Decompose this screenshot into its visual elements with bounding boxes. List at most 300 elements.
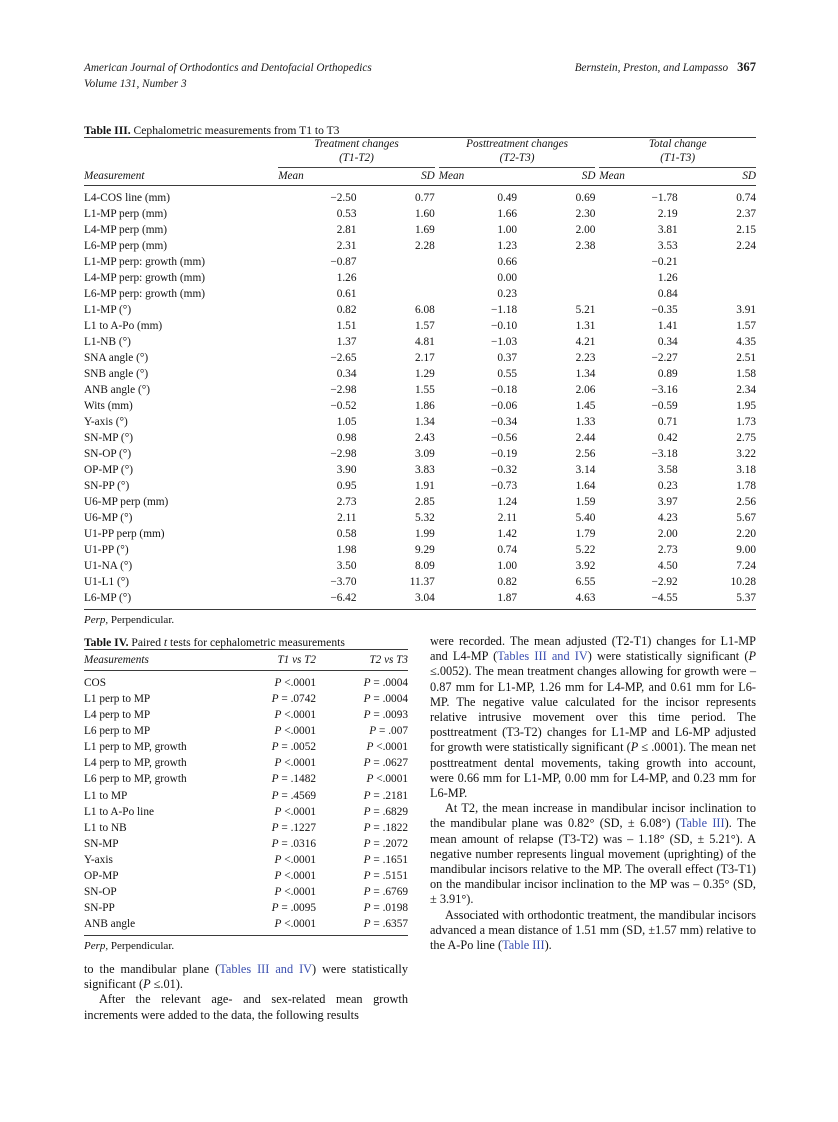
table-3-group-header-row xyxy=(84,138,756,168)
table-row xyxy=(84,206,756,222)
p-symbol: P xyxy=(271,821,279,834)
cell-t1t2-mean: 0.95 xyxy=(336,479,357,492)
table-3-number: Table III. xyxy=(84,124,131,137)
cell-t1-vs-t2: P = .1482 xyxy=(271,773,316,786)
cell-t2-vs-t3: P = .2072 xyxy=(363,837,408,850)
cell-measurement: SN-MP xyxy=(84,837,119,850)
table-4-footnote-term: Perp, xyxy=(84,940,109,953)
cell-measurement: SNA angle (°) xyxy=(84,351,149,364)
cell-t1t3-mean: −0.21 xyxy=(651,255,678,268)
table-row xyxy=(84,852,408,868)
cell-t1t2-mean: −2.98 xyxy=(330,383,357,396)
cell-t1t2-mean: 1.98 xyxy=(336,543,357,556)
p-symbol: P xyxy=(271,693,279,706)
cell-measurement: L1 perp to MP, growth xyxy=(84,741,187,754)
cell-t1t3-mean: 0.89 xyxy=(657,367,678,380)
cell-t1t2-sd: 1.86 xyxy=(414,399,435,412)
table-4-head xyxy=(84,650,408,671)
cell-t1t3-sd: 0.74 xyxy=(736,192,756,204)
text-run: were recorded. The mean adjusted (T2-T1) changes for L1-MP and L4-MP ( xyxy=(430,634,756,664)
cell-t1t3-sd xyxy=(678,286,756,302)
table-4-footnote xyxy=(84,936,408,952)
cell-t2t3-sd xyxy=(517,270,595,286)
cell-t1t2-sd: 9.29 xyxy=(414,543,435,556)
cell-t2t3-mean: 0.74 xyxy=(497,543,518,556)
cell-t1-vs-t2: P = .0316 xyxy=(271,837,316,850)
cell-t2t3-sd: 2.23 xyxy=(575,351,596,364)
p-symbol: P xyxy=(363,902,371,915)
cell-t1-vs-t2: P <.0001 xyxy=(274,918,316,931)
cell-t2t3-sd: 1.45 xyxy=(575,399,596,412)
cell-t2-vs-t3: P = .6769 xyxy=(363,886,408,899)
text-run: ) were statistically significant ( xyxy=(587,649,749,664)
cell-t1t2-sd: 1.99 xyxy=(414,527,435,540)
cell-measurement: L1 perp to MP xyxy=(84,693,151,706)
cell-t2t3-sd: 1.79 xyxy=(575,527,596,540)
cell-t1t2-sd: 11.37 xyxy=(409,575,435,588)
p-symbol: P xyxy=(274,869,282,882)
cell-t2t3-sd: 5.40 xyxy=(575,511,596,524)
table-row xyxy=(84,820,408,836)
cell-t2-vs-t3: P = .5151 xyxy=(363,869,408,882)
cell-t1t3-sd: 7.24 xyxy=(736,559,756,572)
table-3-group-total xyxy=(599,138,756,168)
cell-t1t3-mean: 0.42 xyxy=(657,431,678,444)
cell-t1t2-sd: 3.09 xyxy=(414,447,435,460)
cell-t2-vs-t3: P = .2181 xyxy=(363,789,408,802)
p-symbol: P xyxy=(363,918,371,931)
cell-t1t3-sd: 1.73 xyxy=(736,415,756,428)
table-row xyxy=(84,510,756,526)
cell-t1t2-mean: 3.90 xyxy=(336,463,357,476)
p-symbol: P xyxy=(143,977,151,992)
cell-t2t3-sd: 2.44 xyxy=(575,431,596,444)
cell-t2t3-mean: 0.82 xyxy=(497,575,518,588)
p-symbol: P xyxy=(271,837,279,850)
table-3-footnote-def: Perpendicular. xyxy=(110,613,175,626)
cell-measurement: L1 to A-Po line xyxy=(84,805,154,818)
cell-t2-vs-t3: P = .1822 xyxy=(363,821,408,834)
cell-t1t2-mean: 0.82 xyxy=(336,303,357,316)
table-row xyxy=(84,334,756,350)
cell-t1-vs-t2: P <.0001 xyxy=(274,886,316,899)
cell-t1t2-mean: 1.51 xyxy=(336,319,357,332)
text-run: ). xyxy=(544,938,552,953)
header-sd-t1t2: SD xyxy=(356,168,434,186)
p-symbol: P xyxy=(363,821,371,834)
cell-t2t3-sd xyxy=(517,254,595,270)
cell-t1t3-mean: 2.00 xyxy=(657,527,678,540)
p-symbol: P xyxy=(363,869,371,882)
p-symbol: P xyxy=(363,853,371,866)
cell-t1t3-mean: 4.50 xyxy=(657,559,678,572)
cell-t2t3-sd: 2.06 xyxy=(575,383,596,396)
table-3-footnote-term: Perp, xyxy=(84,613,109,626)
cell-t1-vs-t2: P <.0001 xyxy=(274,853,316,866)
cell-measurement: L4 perp to MP, growth xyxy=(84,757,187,770)
table-row xyxy=(84,707,408,723)
group-title-posttreatment: Posttreatment changes xyxy=(466,138,568,150)
cell-t1t2-sd xyxy=(356,270,434,286)
text-run: At T2, the mean increase in mandibular incisor inclination to the mandibular plane was 0.82° (SD, ± 6.08°) ( xyxy=(430,801,756,831)
cell-t1t3-mean: 0.23 xyxy=(657,479,678,492)
group-sub-treatment: (T1-T2) xyxy=(339,151,374,164)
cell-t2t3-mean: 0.66 xyxy=(497,255,518,268)
volume-issue: Volume 131, Number 3 xyxy=(84,77,187,90)
text-run: ≤.01). xyxy=(150,977,183,992)
cell-t1t3-mean: −1.78 xyxy=(651,192,678,204)
table-row xyxy=(84,836,408,852)
cell-t2t3-mean: 2.11 xyxy=(497,511,518,524)
cell-t1t2-sd: 1.60 xyxy=(414,207,435,220)
xref-table-3[interactable]: Table III xyxy=(502,938,545,953)
text-run: ≤.0052). The mean treatment changes allowing for growth were – 0.87 mm for L1-MP, 1.26 mm for L4-MP, and 0.61 mm for L6-MP. The negative value calculated for the incisor represents relative intrusive movement over this time period. The posttreatment (T3-T2) changes for L1-MP and L6-MP adjusted for growth were statistically significant ( xyxy=(430,664,756,755)
cell-t2t3-sd: 1.64 xyxy=(575,479,596,492)
cell-t2-vs-t3: P = .0627 xyxy=(363,757,408,770)
cell-t1t2-sd xyxy=(356,254,434,270)
cell-t1t3-sd: 3.91 xyxy=(736,303,756,316)
header-sd-t2t3: SD xyxy=(517,168,595,186)
cell-t2t3-mean: −0.73 xyxy=(490,479,518,492)
cell-t1t3-sd: 3.18 xyxy=(736,463,756,476)
cell-measurement: L1-MP (°) xyxy=(84,303,132,316)
cell-t2t3-mean: 0.00 xyxy=(497,271,518,284)
p-symbol: P xyxy=(274,677,282,689)
table-row xyxy=(84,430,756,446)
cell-t2t3-mean: 1.00 xyxy=(497,559,518,572)
table-4-number: Table IV. xyxy=(84,636,129,649)
cell-t1t2-sd: 0.77 xyxy=(414,192,435,204)
cell-t2t3-sd: 2.38 xyxy=(575,239,596,252)
cell-t1t3-sd: 1.58 xyxy=(736,367,756,380)
cell-t2t3-sd: 1.31 xyxy=(575,319,596,332)
p-symbol: P xyxy=(274,725,282,738)
table-row xyxy=(84,916,408,936)
table-row xyxy=(84,186,756,207)
cell-t1t2-sd: 2.17 xyxy=(414,351,435,364)
cell-t1t3-sd: 2.34 xyxy=(736,383,756,396)
table-3-title: Cephalometric measurements from T1 to T3 xyxy=(133,124,340,137)
table-row xyxy=(84,382,756,398)
cell-t1-vs-t2: P = .0052 xyxy=(271,741,316,754)
paragraph-growth-increments: After the relevant age- and sex-related mean growth increments were added to the data, the following results xyxy=(84,992,408,1022)
cell-t1t2-sd: 1.55 xyxy=(414,383,435,396)
running-head-right xyxy=(575,60,756,76)
cell-t1t2-mean: −6.42 xyxy=(330,591,357,604)
cell-t1t3-mean: 1.26 xyxy=(657,271,678,284)
cell-measurement: L4-COS line (mm) xyxy=(84,192,170,204)
header-t1-vs-t2: T1 vs T2 xyxy=(224,650,316,671)
cell-t1t3-mean: −2.92 xyxy=(651,575,678,588)
body-column-right xyxy=(430,634,756,953)
text-run: ≤ .0001). The mean net posttreatment dental movements, taking growth into account, were 0.66 mm for L1-MP, 0.00 mm for L4-MP, and 0.23 mm for L6-MP. xyxy=(430,740,756,801)
cell-measurement: L6 perp to MP xyxy=(84,725,151,738)
cell-t1t2-mean: 0.61 xyxy=(336,287,357,300)
table-4-header-row xyxy=(84,650,408,671)
p-symbol: P xyxy=(363,693,371,706)
cell-measurement: U1-L1 (°) xyxy=(84,575,129,588)
cell-t1t2-mean: −0.52 xyxy=(330,399,357,412)
cell-t2-vs-t3: P = .6357 xyxy=(363,918,408,931)
cell-t2t3-sd xyxy=(517,286,595,302)
cell-t1t2-mean: 0.53 xyxy=(336,207,357,220)
header-t2-vs-t3: T2 vs T3 xyxy=(316,650,408,671)
cell-t2t3-mean: 0.23 xyxy=(497,287,518,300)
cell-t1t3-sd: 3.22 xyxy=(736,447,756,460)
cell-t2t3-sd: 5.21 xyxy=(575,303,596,316)
cell-t1t3-mean: 3.53 xyxy=(657,239,678,252)
cell-t1t3-sd: 2.56 xyxy=(736,495,756,508)
cell-t2t3-mean: −0.19 xyxy=(490,447,518,460)
cell-t2t3-mean: 0.55 xyxy=(497,367,518,380)
table-4-title-ital: t xyxy=(163,636,168,649)
table-4-footnote-def: Perpendicular. xyxy=(110,940,175,953)
cell-t1t2-mean: 0.98 xyxy=(336,431,357,444)
table-row xyxy=(84,772,408,788)
cell-t1t3-mean: −2.27 xyxy=(651,351,678,364)
table-4-caption xyxy=(84,636,408,649)
cell-t1t2-mean: 2.11 xyxy=(337,511,357,524)
table-3 xyxy=(84,137,756,610)
table-4-body xyxy=(84,671,408,937)
cell-t1t2-mean: 2.31 xyxy=(336,239,357,252)
table-row xyxy=(84,691,408,707)
cell-t1-vs-t2: P <.0001 xyxy=(274,757,316,770)
cell-t1t3-sd: 2.20 xyxy=(736,527,756,540)
cell-t1-vs-t2: P = .0095 xyxy=(271,902,316,915)
cell-t1t2-mean: −2.50 xyxy=(330,192,357,204)
cell-t2-vs-t3: P = .0093 xyxy=(363,709,408,722)
cell-t1t3-mean: −3.18 xyxy=(651,447,678,460)
table-4-title-pre: Paired xyxy=(131,636,161,649)
cell-t2t3-sd: 2.56 xyxy=(575,447,596,460)
table-row xyxy=(84,318,756,334)
cell-t1t3-sd: 1.95 xyxy=(736,399,756,412)
cell-t1-vs-t2: P <.0001 xyxy=(274,709,316,722)
p-symbol: P xyxy=(274,853,282,866)
cell-t2t3-sd: 5.22 xyxy=(575,543,596,556)
cell-measurement: Wits (mm) xyxy=(84,399,133,412)
text-run: Associated with orthodontic treatment, the mandibular incisors advanced a mean distance of 1.51 mm (SD, ±1.57 mm) relative to the A-Po line ( xyxy=(430,907,756,953)
table-4-block xyxy=(84,636,408,952)
header-sd-t1t3: SD xyxy=(678,168,756,186)
cell-t2t3-mean: −1.03 xyxy=(490,335,518,348)
p-symbol: P xyxy=(274,918,282,931)
cell-t1t2-mean: −0.87 xyxy=(330,255,357,268)
p-symbol: P xyxy=(274,886,282,899)
p-symbol: P xyxy=(271,773,279,786)
cell-t1t3-sd: 10.28 xyxy=(730,575,756,588)
table-3-footnote xyxy=(84,610,756,626)
cell-measurement: L1 to MP xyxy=(84,789,128,802)
cell-measurement: L6-MP (°) xyxy=(84,591,132,604)
text-run: ) were statistically significant ( xyxy=(84,962,408,992)
cell-t1t3-sd: 9.00 xyxy=(736,543,756,556)
cell-t1t3-sd: 2.75 xyxy=(736,431,756,444)
cell-t2t3-sd: 1.59 xyxy=(575,495,596,508)
cell-t1-vs-t2: P = .1227 xyxy=(271,821,316,834)
cell-measurement: L4-MP perp: growth (mm) xyxy=(84,271,206,284)
cell-t2t3-mean: 1.66 xyxy=(497,207,518,220)
table-row xyxy=(84,254,756,270)
cell-t1t2-mean: 2.81 xyxy=(336,223,357,236)
table-row xyxy=(84,788,408,804)
cell-measurement: U1-PP perp (mm) xyxy=(84,527,165,540)
cell-t2t3-sd: 4.21 xyxy=(575,335,596,348)
cell-t2t3-sd: 4.63 xyxy=(575,591,596,604)
cell-t1t3-mean: 4.23 xyxy=(657,511,678,524)
cell-t1t2-mean: −3.70 xyxy=(330,575,357,588)
cell-t2t3-mean: 0.49 xyxy=(497,192,518,204)
cell-measurement: L1-NB (°) xyxy=(84,335,131,348)
cell-measurement: Y-axis (°) xyxy=(84,415,128,428)
cell-measurement: U1-PP (°) xyxy=(84,543,129,556)
cell-t2t3-mean: −0.18 xyxy=(490,383,518,396)
cell-t1t2-sd: 1.69 xyxy=(414,223,435,236)
cell-t2t3-mean: 1.42 xyxy=(497,527,518,540)
cell-t1-vs-t2: P <.0001 xyxy=(274,869,316,882)
cell-t2t3-mean: 1.23 xyxy=(497,239,518,252)
p-symbol: P xyxy=(274,709,282,722)
cell-t1t2-mean: 2.73 xyxy=(336,495,357,508)
p-symbol: P xyxy=(748,649,756,664)
table-3-body xyxy=(84,186,756,610)
xref-table-3[interactable]: Table III xyxy=(679,816,725,831)
cell-t1t2-mean: 0.34 xyxy=(336,367,357,380)
table-row xyxy=(84,574,756,590)
body-column-left-bottom xyxy=(84,962,408,1023)
cell-t2t3-mean: 1.00 xyxy=(497,223,518,236)
table-row xyxy=(84,900,408,916)
cell-measurement: ANB angle (°) xyxy=(84,383,151,396)
cell-measurement: SN-OP xyxy=(84,886,117,899)
cell-t1-vs-t2: P = .0742 xyxy=(271,693,316,706)
cell-measurement: L1 to NB xyxy=(84,821,127,834)
cell-t2-vs-t3: P = .007 xyxy=(369,725,408,738)
cell-measurement: L4 perp to MP xyxy=(84,709,151,722)
cell-t2t3-mean: −1.18 xyxy=(490,303,518,316)
cell-t2t3-sd: 2.30 xyxy=(575,207,596,220)
p-symbol: P xyxy=(363,837,371,850)
cell-t1t2-sd: 5.32 xyxy=(414,511,435,524)
table-3-group-posttreatment xyxy=(439,138,596,168)
cell-t2t3-mean: −0.56 xyxy=(490,431,518,444)
cell-t1t2-mean: −2.98 xyxy=(330,447,357,460)
table-row xyxy=(84,542,756,558)
cell-measurement: L6 perp to MP, growth xyxy=(84,773,187,786)
table-row xyxy=(84,804,408,820)
cell-measurement: U6-MP (°) xyxy=(84,511,133,524)
table-row xyxy=(84,590,756,610)
cell-t1-vs-t2: P <.0001 xyxy=(274,725,316,738)
cell-t1t2-sd: 4.81 xyxy=(414,335,435,348)
cell-t1t3-sd: 1.57 xyxy=(736,319,756,332)
cell-t1t2-sd: 6.08 xyxy=(414,303,435,316)
xref-tables-3-and-4[interactable]: Tables III and IV xyxy=(497,649,588,664)
text-run: to the mandibular plane ( xyxy=(84,962,220,976)
cell-measurement: L1-MP perp (mm) xyxy=(84,207,168,220)
cell-measurement: L6-MP perp: growth (mm) xyxy=(84,287,206,300)
p-symbol: P xyxy=(366,741,374,754)
cell-t2t3-sd: 2.00 xyxy=(575,223,596,236)
cell-measurement: U6-MP perp (mm) xyxy=(84,495,169,508)
cell-measurement: SNB angle (°) xyxy=(84,367,149,380)
cell-measurement: OP-MP xyxy=(84,869,119,882)
header-mean-t1t2: Mean xyxy=(278,168,356,186)
cell-measurement: L6-MP perp (mm) xyxy=(84,239,168,252)
cell-t2t3-mean: 0.37 xyxy=(497,351,518,364)
table-row xyxy=(84,366,756,382)
cell-t1t3-mean: −3.16 xyxy=(651,383,678,396)
cell-t1t3-sd: 5.67 xyxy=(736,511,756,524)
p-symbol: P xyxy=(363,789,371,802)
cell-t1t2-mean: 1.26 xyxy=(336,271,357,284)
table-row xyxy=(84,286,756,302)
group-sub-total: (T1-T3) xyxy=(660,151,696,164)
table-3-group-treatment xyxy=(278,138,435,168)
cell-t1t2-sd: 3.83 xyxy=(414,463,435,476)
header-mean-t1t3: Mean xyxy=(599,168,677,186)
table-row xyxy=(84,558,756,574)
group-title-treatment: Treatment changes xyxy=(314,138,399,150)
cell-t1-vs-t2: P <.0001 xyxy=(274,805,316,818)
cell-measurement: L1 to A-Po (mm) xyxy=(84,319,163,332)
cell-t1t3-mean: 3.81 xyxy=(657,223,678,236)
xref-tables-3-and-4[interactable]: Tables III and IV xyxy=(219,962,313,976)
table-row xyxy=(84,671,408,692)
paragraph-t2-incisor xyxy=(430,801,756,907)
cell-t2t3-sd: 0.69 xyxy=(575,192,596,204)
cell-t1t3-mean: 3.58 xyxy=(657,463,678,476)
cell-t1t3-mean: 0.34 xyxy=(657,335,678,348)
cell-t2-vs-t3: P = .0004 xyxy=(363,677,408,689)
p-symbol: P xyxy=(363,709,371,722)
table-row xyxy=(84,884,408,900)
cell-t2t3-mean: −0.10 xyxy=(490,319,518,332)
p-symbol: P xyxy=(363,805,371,818)
cell-t1t2-sd: 1.57 xyxy=(414,319,435,332)
p-symbol: P xyxy=(274,805,282,818)
cell-t1t3-sd: 5.37 xyxy=(736,591,756,604)
cell-t1-vs-t2: P = .4569 xyxy=(271,789,316,802)
cell-measurement: SN-OP (°) xyxy=(84,447,132,460)
table-row xyxy=(84,723,408,739)
table-row xyxy=(84,462,756,478)
cell-t1t3-sd: 4.35 xyxy=(736,335,756,348)
p-symbol: P xyxy=(274,757,282,770)
table-row xyxy=(84,270,756,286)
cell-t2-vs-t3: P = .0198 xyxy=(363,902,408,915)
table-row xyxy=(84,478,756,494)
paragraph-results xyxy=(430,634,756,801)
p-symbol: P xyxy=(363,757,371,770)
cell-t1t3-sd: 2.51 xyxy=(736,351,756,364)
p-symbol: P xyxy=(363,677,371,689)
cell-measurement: ANB angle xyxy=(84,918,136,931)
table-row xyxy=(84,446,756,462)
cell-t1t3-sd: 2.24 xyxy=(736,239,756,252)
paragraph-incisor-advance xyxy=(430,908,756,954)
cell-t1t3-sd: 2.15 xyxy=(736,223,756,236)
cell-t2t3-mean: −0.34 xyxy=(490,415,518,428)
cell-t1t2-sd: 3.04 xyxy=(414,591,435,604)
cell-t2t3-sd: 6.55 xyxy=(575,575,596,588)
cell-t1t2-sd: 1.29 xyxy=(414,367,435,380)
cell-t1t3-mean: 0.71 xyxy=(657,415,678,428)
table-3-caption xyxy=(84,124,756,137)
cell-t1t2-mean: 3.50 xyxy=(336,559,357,572)
cell-t1t3-mean: 0.84 xyxy=(657,287,678,300)
